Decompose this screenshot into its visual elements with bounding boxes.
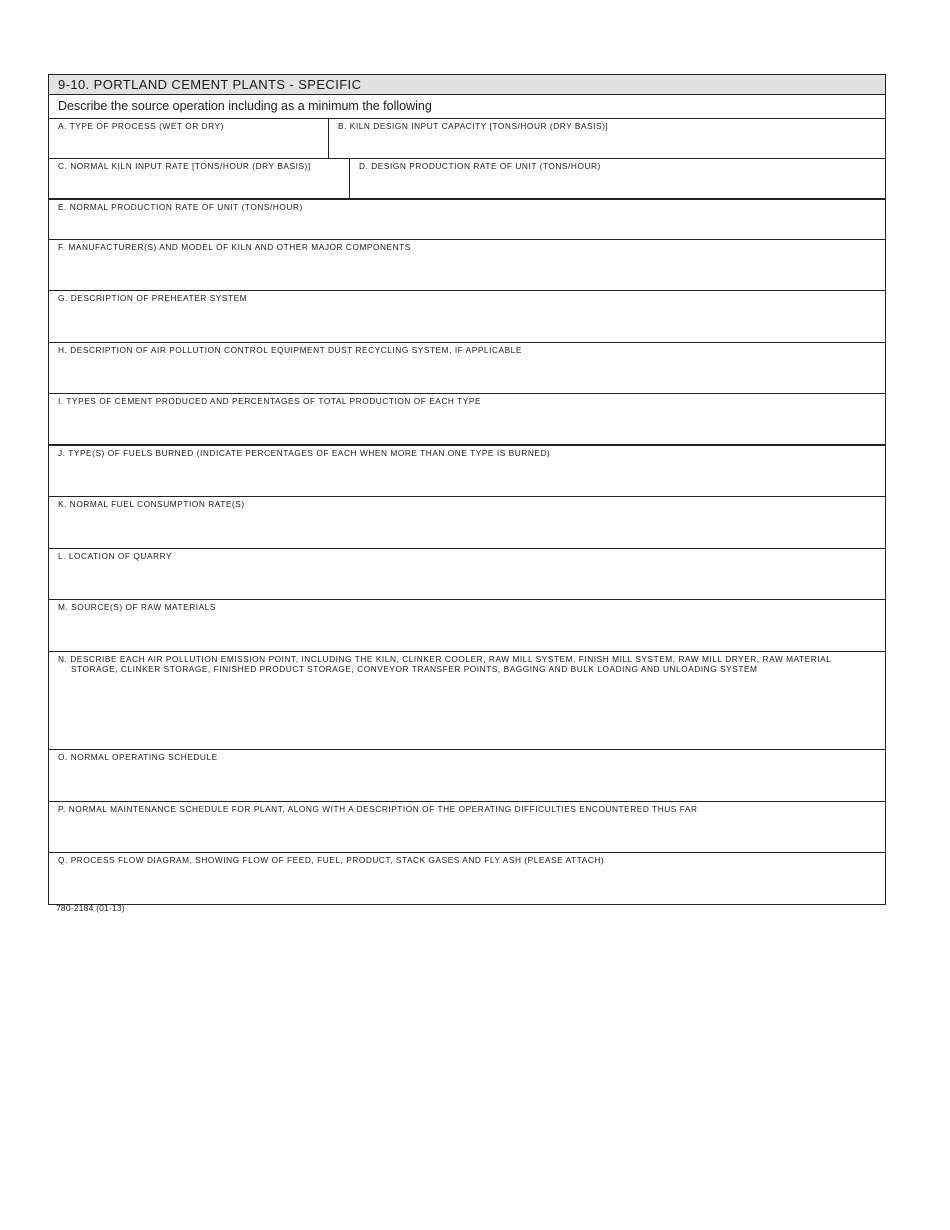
field-manufacturer-model[interactable] xyxy=(49,240,885,291)
field-maintenance-schedule[interactable] xyxy=(49,802,885,853)
field-label: G. DESCRIPTION OF PREHEATER SYSTEM xyxy=(58,293,248,303)
field-kiln-design-input-capacity[interactable] xyxy=(329,119,885,158)
field-process-flow-diagram[interactable] xyxy=(49,853,885,904)
field-fuels-burned[interactable] xyxy=(49,446,885,497)
field-label: H. DESCRIPTION OF AIR POLLUTION CONTROL EQUIPMENT DUST RECYCLING SYSTEM, IF APPLICABLE xyxy=(58,345,522,355)
field-types-of-cement[interactable] xyxy=(49,394,885,446)
field-label: P. NORMAL MAINTENANCE SCHEDULE FOR PLANT, ALONG WITH A DESCRIPTION OF THE OPERATING DIFFICULTIES ENCOUNTERED THUS FAR xyxy=(58,804,698,814)
field-raw-materials-source[interactable] xyxy=(49,600,885,652)
field-label: L. LOCATION OF QUARRY xyxy=(58,551,173,561)
field-normal-kiln-input-rate[interactable] xyxy=(49,159,350,198)
field-label-line-2: STORAGE, CLINKER STORAGE, FINISHED PRODUCT STORAGE, CONVEYOR TRANSFER POINTS, BAGGING AND BULK LOADING AND UNLOADING SYSTEM xyxy=(71,664,758,674)
field-label xyxy=(49,652,885,674)
field-emission-points[interactable] xyxy=(49,652,885,750)
row-a-b xyxy=(49,119,885,159)
field-label: E. NORMAL PRODUCTION RATE OF UNIT (TONS/HOUR) xyxy=(58,202,303,212)
field-fuel-consumption-rate[interactable] xyxy=(49,497,885,549)
field-label: M. SOURCE(S) OF RAW MATERIALS xyxy=(58,602,216,612)
field-label: D. DESIGN PRODUCTION RATE OF UNIT (TONS/HOUR) xyxy=(359,161,601,171)
field-label: J. TYPE(S) OF FUELS BURNED (INDICATE PERCENTAGES OF EACH WHEN MORE THAN ONE TYPE IS BURNED) xyxy=(58,448,551,458)
field-operating-schedule[interactable] xyxy=(49,750,885,802)
field-label: K. NORMAL FUEL CONSUMPTION RATE(S) xyxy=(58,499,245,509)
section-title: 9-10. PORTLAND CEMENT PLANTS - SPECIFIC xyxy=(49,75,885,95)
field-location-of-quarry[interactable] xyxy=(49,549,885,600)
field-label: C. NORMAL KILN INPUT RATE [TONS/HOUR (DRY BASIS)] xyxy=(58,161,311,171)
field-design-production-rate[interactable] xyxy=(350,159,885,198)
field-label: O. NORMAL OPERATING SCHEDULE xyxy=(58,752,218,762)
field-label: A. TYPE OF PROCESS (WET OR DRY) xyxy=(58,121,224,131)
field-preheater-system[interactable] xyxy=(49,291,885,343)
section-instructions: Describe the source operation including as a minimum the following xyxy=(49,95,885,119)
portland-cement-form xyxy=(48,74,886,905)
field-label-line-1: N. DESCRIBE EACH AIR POLLUTION EMISSION POINT, INCLUDING THE KILN, CLINKER COOLER, RAW MILL SYSTEM, FINISH MILL SYSTEM, RAW MILL DRYER, RAW MATERIAL xyxy=(58,654,832,664)
field-type-of-process[interactable] xyxy=(49,119,329,158)
field-normal-production-rate[interactable] xyxy=(49,200,885,240)
field-air-pollution-control[interactable] xyxy=(49,343,885,394)
form-number: 780-2184 (01-13) xyxy=(56,903,125,913)
field-label: Q. PROCESS FLOW DIAGRAM, SHOWING FLOW OF FEED, FUEL, PRODUCT, STACK GASES AND FLY ASH (PLEASE ATTACH) xyxy=(58,855,605,865)
field-label: F. MANUFACTURER(S) AND MODEL OF KILN AND OTHER MAJOR COMPONENTS xyxy=(58,242,411,252)
field-label: B. KILN DESIGN INPUT CAPACITY [TONS/HOUR (DRY BASIS)] xyxy=(338,121,609,131)
field-label: I. TYPES OF CEMENT PRODUCED AND PERCENTAGES OF TOTAL PRODUCTION OF EACH TYPE xyxy=(58,396,482,406)
row-c-d xyxy=(49,159,885,200)
